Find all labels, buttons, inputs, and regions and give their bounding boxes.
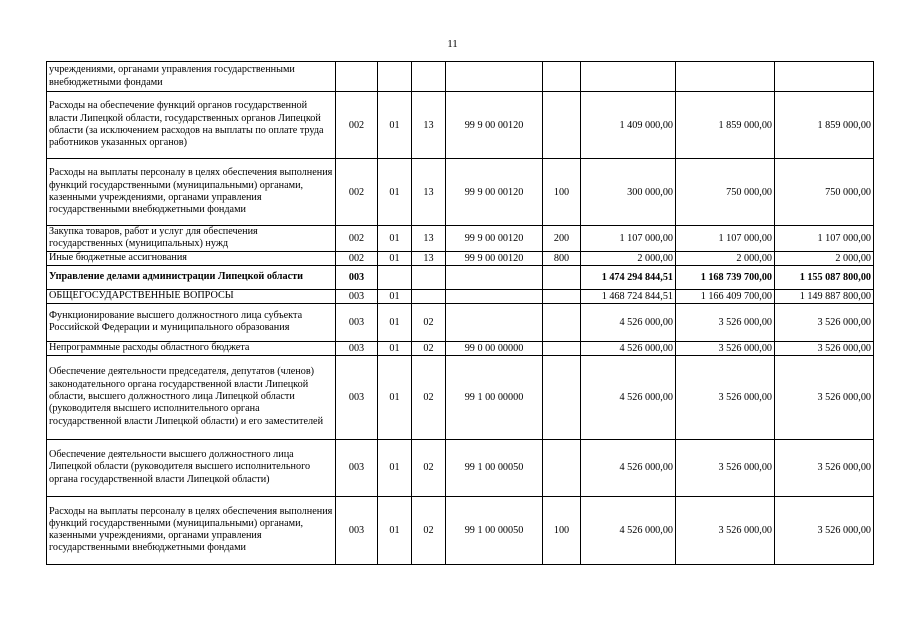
expense-type-cell	[543, 303, 581, 341]
row-name-cell: Расходы на обеспечение функций органов государственной власти Липецкой области, государственных органов Липецкой области (за исключением расходов на выплаты по оплате труда работников указанных органов)	[47, 92, 336, 159]
amount-year2-cell: 1 168 739 700,00	[676, 265, 775, 289]
target-article-cell: 99 9 00 00120	[446, 92, 543, 159]
table-row	[47, 159, 874, 226]
target-article-cell: 99 9 00 00120	[446, 251, 543, 265]
section-code-cell: 01	[378, 226, 412, 252]
row-name-cell: Функционирование высшего должностного лица субъекта Российской Федерации и муниципального образования	[47, 303, 336, 341]
row-name-cell: ОБЩЕГОСУДАРСТВЕННЫЕ ВОПРОСЫ	[47, 289, 336, 303]
expense-type-cell: 200	[543, 226, 581, 252]
subsection-code-cell: 13	[412, 251, 446, 265]
admin-code-cell: 003	[336, 289, 378, 303]
subsection-code-cell: 02	[412, 496, 446, 564]
row-name-cell: Управление делами администрации Липецкой области	[47, 265, 336, 289]
amount-year1-cell: 2 000,00	[581, 251, 676, 265]
section-code-cell: 01	[378, 251, 412, 265]
admin-code-cell: 003	[336, 496, 378, 564]
table-row	[47, 92, 874, 159]
amount-year2-cell: 3 526 000,00	[676, 439, 775, 496]
table-row	[47, 341, 874, 355]
table-row	[47, 265, 874, 289]
amount-year3-cell	[775, 62, 874, 92]
expense-type-cell	[543, 265, 581, 289]
target-article-cell: 99 1 00 00050	[446, 439, 543, 496]
amount-year3-cell: 1 859 000,00	[775, 92, 874, 159]
admin-code-cell: 002	[336, 251, 378, 265]
section-code-cell: 01	[378, 289, 412, 303]
subsection-code-cell	[412, 62, 446, 92]
admin-code-cell: 002	[336, 92, 378, 159]
table-row	[47, 62, 874, 92]
expense-type-cell	[543, 92, 581, 159]
row-name-cell: Расходы на выплаты персоналу в целях обеспечения выполнения функций государственными (муниципальными) органами, казенными учреждениями, органами управления государственными внебюджетными фондами	[47, 496, 336, 564]
expense-type-cell: 100	[543, 159, 581, 226]
amount-year3-cell: 750 000,00	[775, 159, 874, 226]
admin-code-cell: 003	[336, 439, 378, 496]
admin-code-cell: 003	[336, 341, 378, 355]
subsection-code-cell: 13	[412, 226, 446, 252]
subsection-code-cell: 02	[412, 439, 446, 496]
admin-code-cell: 003	[336, 303, 378, 341]
amount-year3-cell: 3 526 000,00	[775, 341, 874, 355]
amount-year2-cell: 3 526 000,00	[676, 496, 775, 564]
amount-year3-cell: 3 526 000,00	[775, 303, 874, 341]
amount-year3-cell: 3 526 000,00	[775, 355, 874, 439]
section-code-cell	[378, 62, 412, 92]
amount-year1-cell: 1 468 724 844,51	[581, 289, 676, 303]
expense-type-cell	[543, 62, 581, 92]
admin-code-cell	[336, 62, 378, 92]
section-code-cell: 01	[378, 303, 412, 341]
amount-year1-cell: 300 000,00	[581, 159, 676, 226]
amount-year3-cell: 3 526 000,00	[775, 496, 874, 564]
row-name-cell: учреждениями, органами управления государственными внебюджетными фондами	[47, 62, 336, 92]
row-name-cell: Обеспечение деятельности председателя, депутатов (членов) законодательного органа государственной власти Липецкой области, высшего должностного лица Липецкой области (руководителя высшего исполнительного органа государственной власти Липецкой области) и его заместителей	[47, 355, 336, 439]
subsection-code-cell: 13	[412, 92, 446, 159]
admin-code-cell: 003	[336, 265, 378, 289]
section-code-cell: 01	[378, 355, 412, 439]
amount-year1-cell: 4 526 000,00	[581, 355, 676, 439]
section-code-cell	[378, 265, 412, 289]
expense-type-cell: 800	[543, 251, 581, 265]
subsection-code-cell: 02	[412, 355, 446, 439]
expense-type-cell	[543, 289, 581, 303]
target-article-cell: 99 1 00 00050	[446, 496, 543, 564]
amount-year3-cell: 1 155 087 800,00	[775, 265, 874, 289]
target-article-cell: 99 9 00 00120	[446, 159, 543, 226]
amount-year2-cell: 1 107 000,00	[676, 226, 775, 252]
target-article-cell	[446, 303, 543, 341]
section-code-cell: 01	[378, 496, 412, 564]
row-name-cell: Закупка товаров, работ и услуг для обеспечения государственных (муниципальных) нужд	[47, 226, 336, 252]
amount-year3-cell: 3 526 000,00	[775, 439, 874, 496]
target-article-cell	[446, 289, 543, 303]
admin-code-cell: 003	[336, 355, 378, 439]
subsection-code-cell	[412, 289, 446, 303]
table-row	[47, 226, 874, 252]
row-name-cell: Непрограммные расходы областного бюджета	[47, 341, 336, 355]
amount-year1-cell: 1 474 294 844,51	[581, 265, 676, 289]
amount-year1-cell: 4 526 000,00	[581, 439, 676, 496]
amount-year2-cell: 3 526 000,00	[676, 303, 775, 341]
expense-type-cell	[543, 355, 581, 439]
page-number: 11	[447, 38, 458, 50]
amount-year1-cell: 1 409 000,00	[581, 92, 676, 159]
amount-year1-cell: 4 526 000,00	[581, 341, 676, 355]
table-row	[47, 439, 874, 496]
row-name-cell: Расходы на выплаты персоналу в целях обеспечения выполнения функций государственными (муниципальными) органами, казенными учреждениями, органами управления государственными внебюджетными фондами	[47, 159, 336, 226]
budget-table	[46, 61, 874, 565]
amount-year2-cell: 3 526 000,00	[676, 341, 775, 355]
row-name-cell: Иные бюджетные ассигнования	[47, 251, 336, 265]
section-code-cell: 01	[378, 92, 412, 159]
admin-code-cell: 002	[336, 226, 378, 252]
subsection-code-cell: 13	[412, 159, 446, 226]
amount-year2-cell: 1 166 409 700,00	[676, 289, 775, 303]
amount-year2-cell: 750 000,00	[676, 159, 775, 226]
section-code-cell: 01	[378, 159, 412, 226]
expense-type-cell: 100	[543, 496, 581, 564]
amount-year1-cell: 4 526 000,00	[581, 496, 676, 564]
expense-type-cell	[543, 439, 581, 496]
amount-year1-cell	[581, 62, 676, 92]
amount-year3-cell: 1 149 887 800,00	[775, 289, 874, 303]
section-code-cell: 01	[378, 341, 412, 355]
subsection-code-cell: 02	[412, 303, 446, 341]
amount-year2-cell: 2 000,00	[676, 251, 775, 265]
row-name-cell: Обеспечение деятельности высшего должностного лица Липецкой области (руководителя высшего исполнительного органа государственной власти Липецкой области)	[47, 439, 336, 496]
section-code-cell: 01	[378, 439, 412, 496]
subsection-code-cell: 02	[412, 341, 446, 355]
admin-code-cell: 002	[336, 159, 378, 226]
expense-type-cell	[543, 341, 581, 355]
amount-year2-cell: 1 859 000,00	[676, 92, 775, 159]
target-article-cell: 99 0 00 00000	[446, 341, 543, 355]
amount-year3-cell: 2 000,00	[775, 251, 874, 265]
amount-year2-cell	[676, 62, 775, 92]
target-article-cell: 99 9 00 00120	[446, 226, 543, 252]
table-row	[47, 289, 874, 303]
table-row	[47, 251, 874, 265]
target-article-cell	[446, 62, 543, 92]
amount-year1-cell: 4 526 000,00	[581, 303, 676, 341]
subsection-code-cell	[412, 265, 446, 289]
table-row	[47, 355, 874, 439]
amount-year3-cell: 1 107 000,00	[775, 226, 874, 252]
table-row	[47, 303, 874, 341]
target-article-cell	[446, 265, 543, 289]
table-body	[47, 62, 874, 565]
target-article-cell: 99 1 00 00000	[446, 355, 543, 439]
amount-year2-cell: 3 526 000,00	[676, 355, 775, 439]
table-row	[47, 496, 874, 564]
amount-year1-cell: 1 107 000,00	[581, 226, 676, 252]
